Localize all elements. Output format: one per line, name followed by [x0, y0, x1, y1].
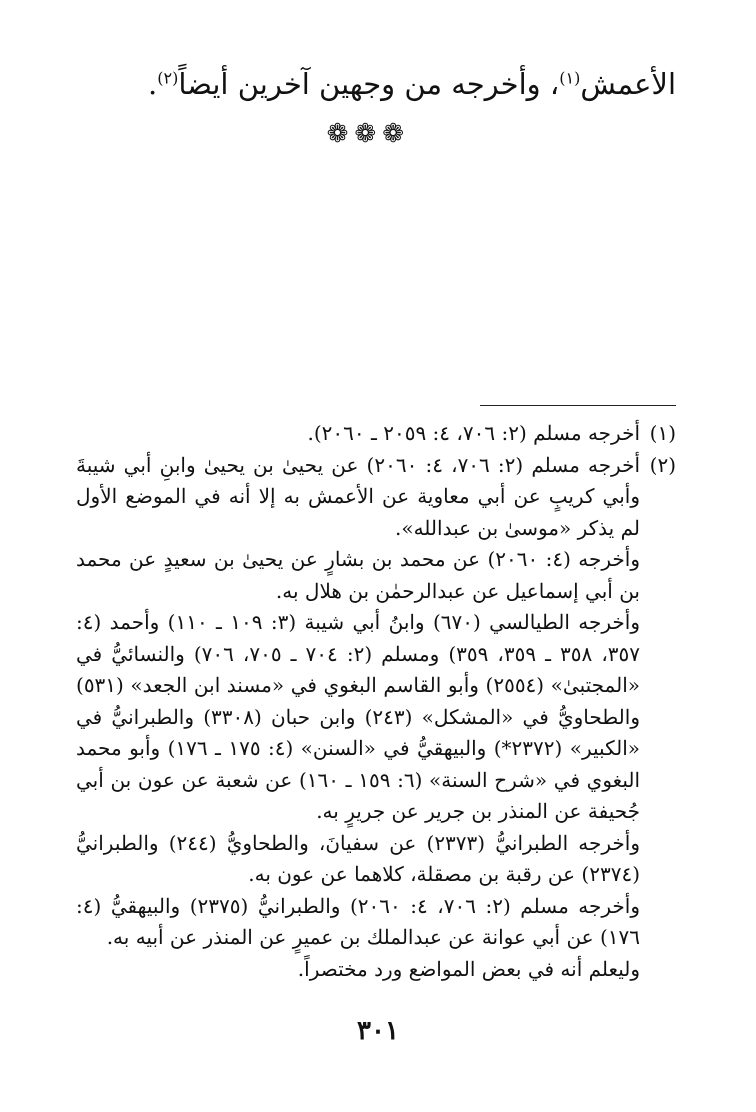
footnote-2 [76, 450, 676, 986]
footnote-1-paragraph: أخرجه مسلم (٢: ٧٠٦، ٤: ٢٠٥٩ ـ ٢٠٦٠). [307, 421, 640, 445]
footnote-1-body [76, 418, 640, 450]
main-text-end: . [148, 67, 158, 101]
footnote-2-body [76, 450, 640, 986]
footnote-2-paragraph: وأخرجه (٤: ٢٠٦٠) عن محمد بن بشارٍ عن يحيىٰ بن سعيدٍ عن محمد بن أبي إسماعيل عن عبدالرحمٰن بن هلال به. [76, 547, 640, 603]
footnote-ref-1: (١) [559, 68, 581, 88]
footnotes-block [76, 418, 676, 985]
footnote-2-paragraph: أخرجه مسلم (٢: ٧٠٦، ٤: ٢٠٦٠) عن يحيىٰ بن يحيىٰ وابنِ أبي شيبةَ وأبي كريبٍ عن أبي معاوية عن الأعمش به إلا أنه في الموضع الأول لم يذكر «موسىٰ بن عبدالله». [76, 452, 641, 540]
main-text-line [76, 62, 676, 106]
footnote-2-paragraph: وأخرجه الطبرانيُّ (٢٣٧٣) عن سفيانَ، والطحاويُّ (٢٤٤) والطبرانيُّ (٢٣٧٤) عن رقبة بن مصقلة، كلاهما عن عون به. [76, 830, 640, 886]
main-text-part1: الأعمش [580, 67, 676, 101]
footnote-2-paragraph: وأخرجه الطيالسي (٦٧٠) وابنُ أبي شيبة (٣: ١٠٩ ـ ١١٠) وأحمد (٤: ٣٥٧، ٣٥٨ ـ ٣٥٩، ٣٥٩) ومسلم (٢: ٧٠٤ ـ ٧٠٥، ٧٠٦) والنسائيُّ في «المجتبىٰ» (٢٥٥٤) وأبو القاسم البغوي في «مسند ابن الجعد» (٥٣١) والطحاويُّ في «المشكل» (٢٤٣) وابن حبان (٣٣٠٨) والطبرانيُّ في «الكبير» (٢٣٧٢*) والبيهقيُّ في «السنن» (٤: ١٧٥ ـ ١٧٦) وأبو محمد البغوي في «شرح السنة» (٦: ١٥٩ ـ ١٦٠) عن شعبة عن عون بن أبي جُحيفة عن المنذر بن جرير عن جريرٍ به. [76, 610, 641, 823]
footnote-2-paragraph: وليعلم أنه في بعض المواضع ورد مختصراً. [297, 956, 640, 981]
footnote-2-number: (٢) [649, 452, 676, 477]
section-separator-ornament: ❁❁❁ [326, 119, 410, 149]
footnote-1 [76, 418, 676, 450]
footnote-2-paragraph: وأخرجه مسلم (٢: ٧٠٦، ٤: ٢٠٦٠) والطبرانيُّ (٢٣٧٥) والبيهقيُّ (٤: ١٧٦) عن أبي عوانة عن عبدالملك بن عميرٍ عن المنذر عن أبيه به. [76, 893, 640, 949]
footnote-divider [480, 405, 676, 406]
footnote-1-number: (١) [649, 421, 676, 445]
main-text-part2: ، وأخرجه من وجهين آخرين أيضاً [178, 67, 560, 101]
footnote-ref-2: (٢) [157, 68, 179, 88]
page-number: ٣٠١ [357, 1016, 399, 1046]
